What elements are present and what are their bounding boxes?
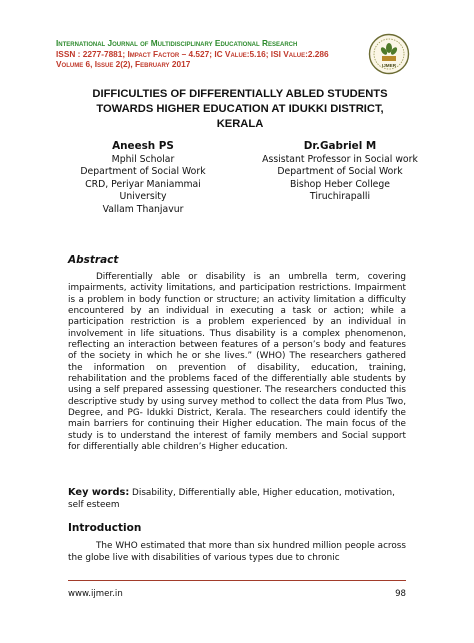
author-affiliation-line: Bishop Heber College (289, 178, 391, 190)
journal-logo (368, 33, 410, 75)
author-affiliation-line: Department of Social Work (277, 166, 403, 178)
author-affiliation-line: Tiruchirapalli (309, 191, 371, 203)
keywords (68, 487, 406, 511)
footer-divider (68, 580, 406, 581)
author-affiliation-line: Assistant Professor in Social work (262, 153, 418, 165)
keywords-label: Key words: (68, 487, 130, 498)
page-number: 98 (395, 589, 406, 599)
abstract-heading: Abstract (68, 254, 119, 266)
author-affiliation-line: Vallam Thanjavur (102, 203, 184, 215)
author-name: Aneesh PS (112, 140, 174, 152)
introduction-heading: Introduction (68, 522, 142, 534)
issn-line: ISSN : 2277-7881; Impact Factor – 4.527; IC Value:5.16; ISI Value:2.286 (56, 48, 329, 59)
footer-website: www.ijmer.in (68, 589, 123, 599)
keywords-text: Disability, Differentially able, Higher education, motivation, self esteem (68, 488, 395, 510)
logo-text: IJMER (381, 63, 397, 68)
title-line-3: KERALA (216, 118, 264, 130)
author-1 (68, 140, 218, 216)
author-affiliation-line: Department of Social Work (80, 166, 206, 178)
volume-line: Volume 6, Issue 2(2), February 2017 (56, 59, 191, 69)
journal-header (56, 38, 356, 70)
journal-title: International Journal of Multidisciplinary Educational Research (56, 38, 298, 48)
author-affiliation-line: University (119, 191, 167, 203)
author-2 (250, 140, 430, 204)
paper-title (60, 87, 420, 132)
author-affiliation-line: CRD, Periyar Maniammai (85, 178, 201, 190)
author-name: Dr.Gabriel M (303, 140, 377, 152)
introduction-text: The WHO estimated that more than six hundred million people across the globe live with disabilities of various types due to chronic (68, 541, 406, 563)
title-line-2: TOWARDS HIGHER EDUCATION AT IDUKKI DISTRICT, (96, 103, 384, 115)
author-affiliation-line: Mphil Scholar (111, 153, 175, 165)
title-line-1: DIFFICULTIES OF DIFFERENTIALLY ABLED STUDENTS (92, 88, 388, 100)
abstract-text: Differentially able or disability is an umbrella term, covering impairments, activity limitations, and participation restrictions. Impairment is a problem in body function or structure; an activity limitation a difficulty encountered by an individual in executing a task or action; while a participation restriction is a problem experienced by an individual in involvement in life situations. Thus disability is a complex phenomenon, reflecting an interaction between features of a person’s body and features of the society in which he or she lives.” (WHO) The researchers gathered the information on prevention of disability, education, training, rehabilitation and the problems faced of the differentially able students by using a self prepared assessing questioner. The researchers conducted this descriptive study by using survey method to collect the data from Plus Two, Degree, and PG- Idukki District, Kerala. The researchers could identify the main barriers for continuing their Higher education. The main focus of the study is to understand the interest of family members and Social support for differentially able children’s Higher education. (68, 272, 406, 453)
